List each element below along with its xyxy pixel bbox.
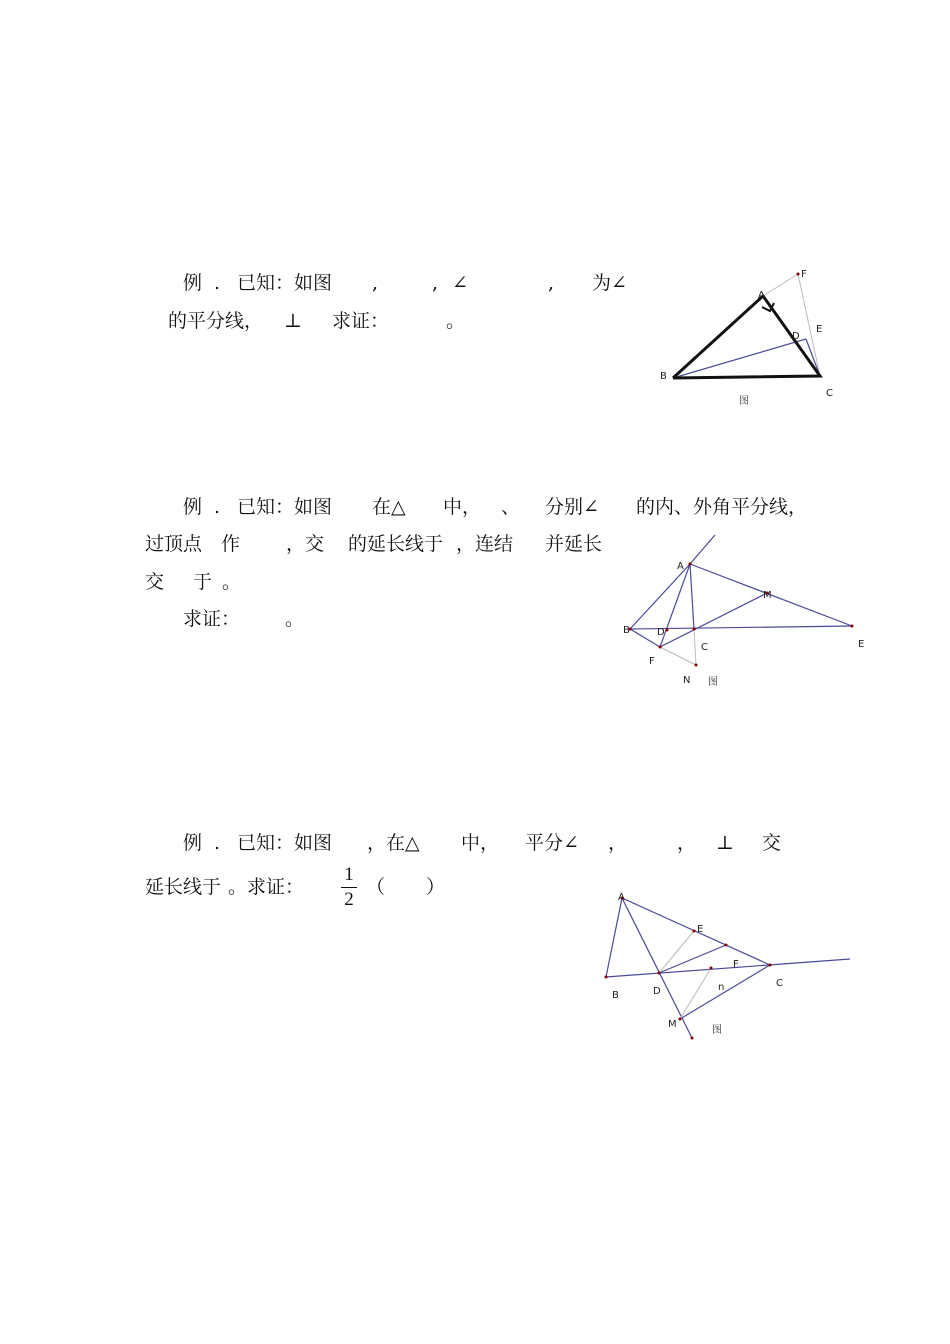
ex2-extension: 的延长线于 [348, 533, 444, 555]
ex2-extend: 并延长 [545, 533, 603, 555]
ex2-label-C: C [701, 642, 708, 653]
ex1-is-angle: 为∠ [592, 272, 627, 294]
ex2-prove: 求证： [183, 608, 241, 630]
ex3-paren-open: （ [366, 876, 386, 898]
ex2-intersect: ，交 [286, 533, 325, 555]
ex2-label-N: N [683, 675, 691, 686]
ex3-label-B: B [612, 990, 619, 1001]
ex1-label-B: B [660, 371, 667, 382]
ex3-figure [600, 888, 860, 1048]
ex3-fraction [341, 864, 357, 911]
ex3-extension: 延长线于 [145, 876, 222, 898]
ex1-dot: . [214, 272, 221, 294]
ex2-caption: 图 [708, 677, 718, 688]
ex2-label: 例 [183, 496, 203, 518]
ex1-prove: 求证： [332, 310, 390, 332]
ex3-denominator: 2 [344, 889, 354, 910]
ex3-label-D: D [653, 986, 661, 997]
ex3-bisects: 平分∠ [525, 832, 579, 854]
ex1-label-A: A [758, 290, 765, 301]
ex2-connect: ，连结 [456, 533, 514, 555]
ex2-label-A: A [677, 561, 684, 572]
ex2-dot: . [214, 496, 221, 518]
ex2-bisectors: 的内、外角平分线， [636, 496, 808, 518]
ex2-label-M: M [763, 590, 772, 601]
ex2-label-F: F [649, 656, 655, 667]
ex3-in-triangle: ，在△ [367, 832, 420, 854]
ex3-label: 例 [183, 832, 203, 854]
ex1-bisector: 的平分线， [168, 310, 264, 332]
ex2-label-E: E [858, 639, 865, 650]
ex2-construct: 作 [221, 533, 241, 555]
ex3-middle: 中， [461, 832, 500, 854]
ex1-given: 已知：如图 [237, 272, 333, 294]
ex1-comma-3: , [548, 272, 555, 294]
ex3-comma-1: ， [608, 832, 628, 854]
ex3-paren-close: ） [426, 876, 446, 898]
ex3-given: 已知：如图 [237, 832, 333, 854]
ex3-prove: 。求证： [228, 876, 305, 898]
ex1-label-C: C [826, 388, 833, 399]
ex1-label: 例 [183, 272, 203, 294]
ex1-comma-1: , [372, 272, 379, 294]
ex1-angle: ∠ [452, 272, 468, 294]
ex1-label-E: E [816, 324, 823, 335]
ex1-label-D: D [792, 331, 800, 342]
ex2-through-vertex: 过顶点 [145, 533, 203, 555]
ex3-dot: . [214, 832, 221, 854]
ex1-figure [650, 265, 850, 415]
ex1-label-F: F [801, 269, 807, 280]
ex3-intersect: 交 [762, 832, 782, 854]
ex2-at: 于 [193, 571, 213, 593]
ex3-numerator: 1 [344, 864, 354, 885]
ex3-label-n: n [718, 982, 725, 993]
ex3-perp: ⊥ [716, 832, 734, 854]
ex3-label-A: A [618, 892, 625, 903]
ex3-label-E: E [697, 924, 704, 935]
ex1-period: 。 [446, 310, 466, 332]
ex2-period-2: 。 [285, 608, 305, 630]
ex2-given: 已知：如图 [237, 496, 333, 518]
ex3-comma-2: ， [677, 832, 697, 854]
ex2-middle: 中， [443, 496, 482, 518]
ex2-in-triangle: 在△ [372, 496, 406, 518]
ex3-caption: 图 [712, 1025, 722, 1036]
ex2-meets: 交 [145, 571, 165, 593]
ex1-comma-2: , [432, 272, 439, 294]
ex2-label-D: D [657, 627, 665, 638]
ex2-respectively: 分别∠ [545, 496, 599, 518]
ex1-perp: ⊥ [284, 310, 302, 332]
ex2-label-B: B [623, 625, 630, 636]
ex2-period-1: 。 [222, 571, 242, 593]
ex3-label-M: M [668, 1019, 677, 1030]
ex3-label-C: C [776, 978, 783, 989]
ex2-dun: 、 [501, 496, 521, 518]
ex2-figure [615, 530, 885, 695]
ex1-caption: 图 [739, 396, 749, 407]
ex3-label-F: F [733, 959, 739, 970]
